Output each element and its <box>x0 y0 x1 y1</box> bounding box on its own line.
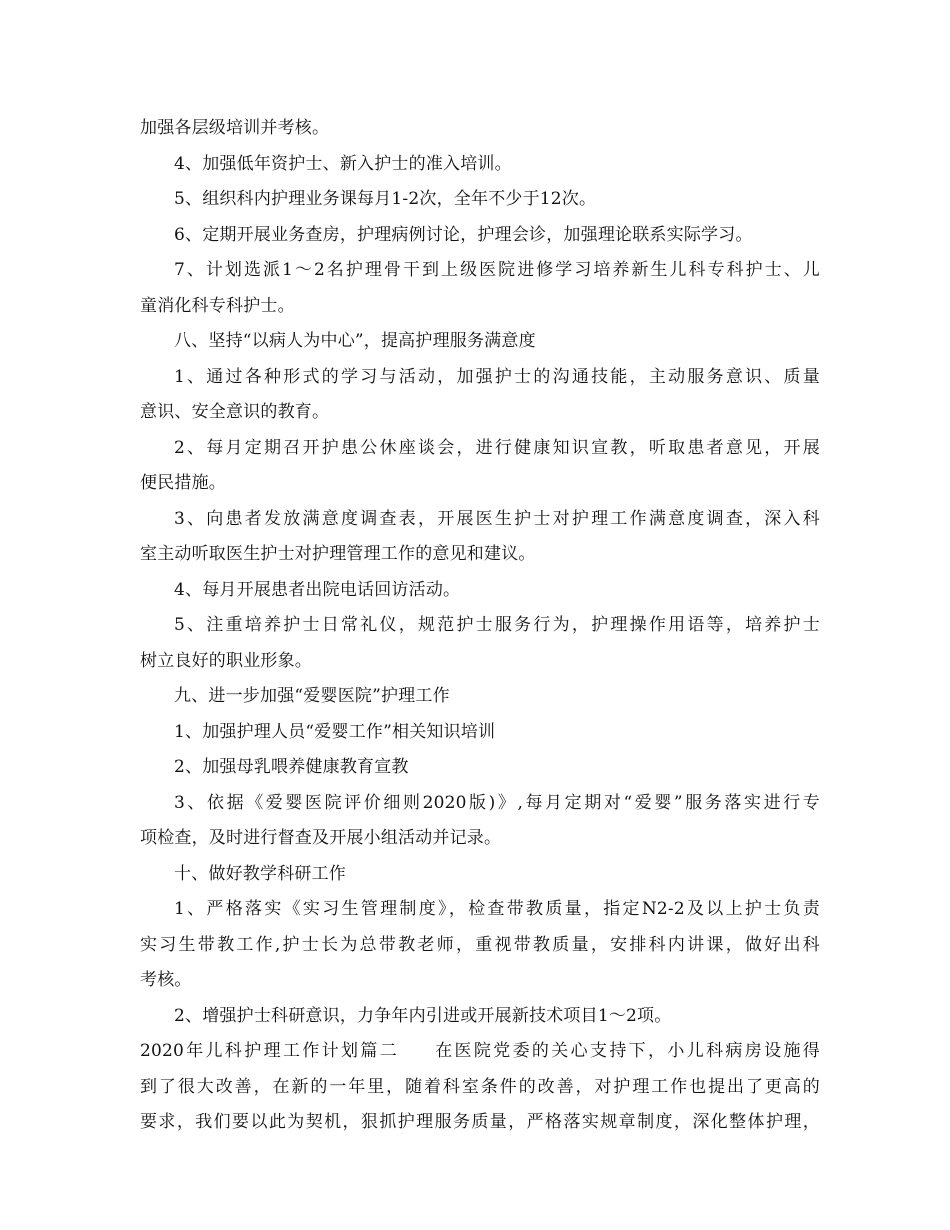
paragraph-text: 在医院党委的关心支持下，小儿科病房设施得 <box>433 1041 821 1061</box>
list-item-continuation: 童消化科专科护士。 <box>140 295 295 316</box>
list-item: 2、增强护士科研意识，力争年内引进或开展新技术项目1～2项。 <box>174 1005 672 1026</box>
section-heading: 八、坚持“以病人为中心”，提高护理服务满意度 <box>174 331 536 351</box>
list-item: 7、计划选派1～2名护理骨干到上级医院进修学习培养新生儿科专科护士、儿 <box>174 260 820 280</box>
section-heading: 十、做好教学科研工作 <box>174 863 346 884</box>
list-item: 1、严格落实《实习生管理制度》，检查带教质量，指定N2-2及以上护士负责 <box>174 899 820 919</box>
document-body <box>140 111 820 1141</box>
list-item: 2、每月定期召开护患公休座谈会，进行健康知识宣教，听取患者意见，开展 <box>174 437 820 458</box>
list-item-continuation: 考核。 <box>140 970 192 990</box>
list-item: 4、加强低年资护士、新入护士的准入培训。 <box>174 153 512 174</box>
list-item-continuation: 实习生带教工作,护士长为总带教老师，重视带教质量，安排科内讲课，做好出科 <box>140 934 820 955</box>
list-item: 6、定期开展业务查房，护理病例讨论，护理会诊，加强理论联系实际学习。 <box>174 224 753 245</box>
list-item: 3、依据《爱婴医院评价细则2020版)》,每月定期对“爱婴”服务落实进行专 <box>174 792 820 813</box>
section-heading: 九、进一步加强“爱婴医院”护理工作 <box>174 686 450 706</box>
article-title: 2020年儿科护理工作计划篇二 <box>140 1041 400 1061</box>
list-item-continuation: 意识、安全意识的教育。 <box>140 402 330 422</box>
article-title-line <box>140 1034 820 1070</box>
list-item: 4、每月开展患者出院电话回访活动。 <box>174 579 461 600</box>
paragraph-line: 加强各层级培训并考核。 <box>140 118 330 138</box>
list-item: 5、注重培养护士日常礼仪，规范护士服务行为，护理操作用语等，培养护士 <box>174 615 820 635</box>
list-item: 2、加强母乳喂养健康教育宣教 <box>174 757 409 777</box>
list-item-continuation: 室主动听取医生护士对护理管理工作的意见和建议。 <box>140 544 536 564</box>
list-item: 1、加强护理人员“爱婴工作”相关知识培训 <box>174 721 496 742</box>
list-item-continuation: 便民措施。 <box>140 473 226 493</box>
list-item: 1、通过各种形式的学习与活动，加强护士的沟通技能，主动服务意识、质量 <box>174 366 820 387</box>
paragraph-line: 要求，我们要以此为契机，狠抓护理服务质量，严格落实规章制度，深化整体护理， <box>140 1112 820 1132</box>
list-item: 3、向患者发放满意度调查表，开展医生护士对护理工作满意度调查，深入科 <box>174 508 820 529</box>
list-item-continuation: 树立良好的职业形象。 <box>140 650 312 671</box>
paragraph-line: 到了很大改善，在新的一年里，随着科室条件的改善，对护理工作也提出了更高的 <box>140 1076 820 1097</box>
list-item-continuation: 项检查，及时进行督查及开展小组活动并记录。 <box>140 828 502 848</box>
list-item: 5、组织科内护理业务课每月1-2次，全年不少于12次。 <box>174 189 597 209</box>
